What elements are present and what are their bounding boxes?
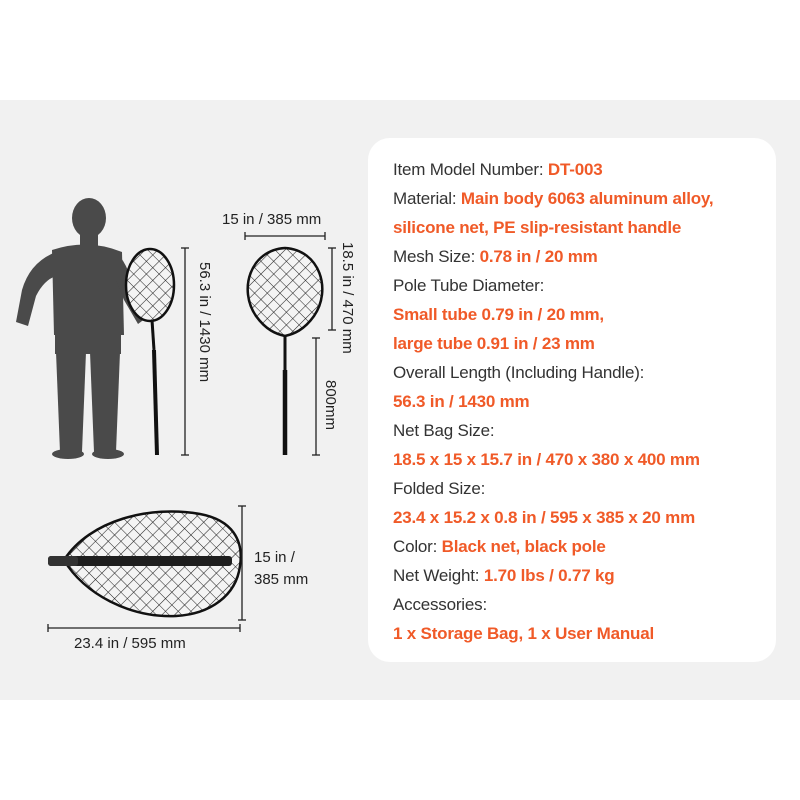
spec-label: Item Model Number:: [393, 160, 548, 179]
net-with-person-icon: [126, 249, 174, 455]
spec-value: DT-003: [547, 160, 603, 179]
spec-line: [393, 213, 773, 242]
handle-length-label: 800mm: [322, 380, 339, 431]
spec-value: 1.70 lbs / 0.77 kg: [483, 566, 615, 585]
spec-value: 23.4 x 15.2 x 0.8 in / 595 x 385 x 20 mm: [393, 508, 696, 527]
spec-label: Net Bag Size:: [393, 421, 495, 440]
spec-label: Color:: [393, 537, 442, 556]
spec-line: [393, 358, 773, 387]
person-silhouette-icon: [16, 198, 146, 459]
spec-line: [393, 300, 773, 329]
net-standing-icon: [248, 248, 323, 455]
spec-label: Folded Size:: [393, 479, 486, 498]
spec-line: [393, 329, 773, 358]
spec-line: [393, 474, 773, 503]
folded-width-label-line2: 385 mm: [254, 571, 309, 588]
spec-line: [393, 184, 773, 213]
spec-list: [393, 155, 773, 648]
spec-label: Net Weight:: [393, 566, 484, 585]
spec-value: 18.5 x 15 x 15.7 in / 470 x 380 x 400 mm: [393, 450, 700, 469]
spec-value: Main body 6063 aluminum alloy,: [460, 189, 714, 208]
spec-line: [393, 271, 773, 300]
spec-value: 56.3 in / 1430 mm: [393, 392, 530, 411]
spec-line: [393, 242, 773, 271]
product-illustration: [0, 100, 370, 700]
spec-value: 1 x Storage Bag, 1 x User Manual: [393, 624, 654, 643]
head-height-label: 18.5 in / 470 mm: [339, 242, 356, 354]
spec-line: [393, 532, 773, 561]
folded-width-label-line1: 15 in /: [254, 549, 295, 566]
spec-value: Black net, black pole: [441, 537, 606, 556]
spec-value: silicone net, PE slip-resistant handle: [393, 218, 682, 237]
spec-label: Accessories:: [393, 595, 487, 614]
spec-line: [393, 387, 773, 416]
spec-line: [393, 561, 773, 590]
spec-label: Material:: [393, 189, 461, 208]
spec-label: Mesh Size:: [393, 247, 480, 266]
head-width-label: 15 in / 385 mm: [222, 211, 322, 228]
spec-label: Pole Tube Diameter:: [393, 276, 545, 295]
spec-value: Small tube 0.79 in / 20 mm,: [393, 305, 604, 324]
spec-label: Overall Length (Including Handle):: [393, 363, 645, 382]
spec-line: [393, 445, 773, 474]
overall-length-label: 56.3 in / 1430 mm: [196, 262, 213, 383]
spec-value: large tube 0.91 in / 23 mm: [393, 334, 595, 353]
spec-line: [393, 416, 773, 445]
folded-length-label: 23.4 in / 595 mm: [74, 635, 186, 652]
spec-line: [393, 590, 773, 619]
spec-line: [393, 619, 773, 648]
spec-value: 0.78 in / 20 mm: [479, 247, 598, 266]
net-folded-icon: [48, 511, 241, 616]
spec-line: [393, 155, 773, 184]
spec-line: [393, 503, 773, 532]
